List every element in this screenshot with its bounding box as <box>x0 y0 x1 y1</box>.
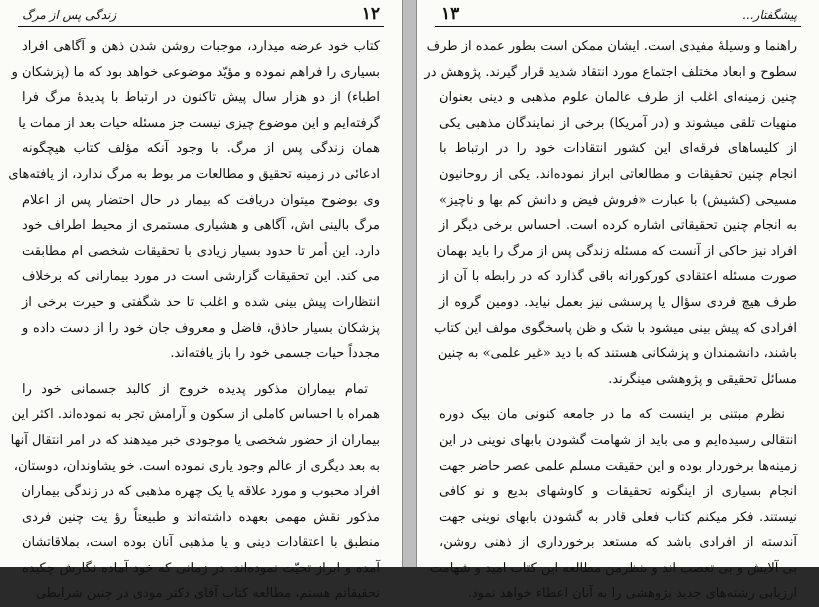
paragraph-gap <box>439 392 797 402</box>
text-line: افراد محبوب و مورد علاقه یا یک چهره مذهبی که در زندگی بیماران <box>21 484 380 500</box>
text-line: مذکور نقش مهمی بعهده داشته‌اند و طبیعتاً رؤ یت چنین فردی <box>22 509 380 525</box>
text-line: منطبق با اعتقادات دینی و یا مذهبی آنان بوده است، بملاقاتشان <box>22 535 380 551</box>
text-line: مجدداً حیات جسمی خود را باز یافته‌اند. <box>170 346 380 362</box>
text-line: کتاب خود عرضه میدارد، موجبات روشن شدن ذهن و آگاهی افراد <box>22 39 380 54</box>
text-line: مسائل تحقیقی و پژوهشی مینگرند. <box>608 371 797 387</box>
text-line: آندسته از افرادی باشد که مستعد برخورداری از ذهنی روشن، <box>439 535 797 551</box>
text-line: ادعائی در زمینه تحقیق و مطالعات مر بوط به مرگ ندارد، از یافته‌های <box>8 166 380 182</box>
text-line: همان زندگی پس از مرگ. با وجود آنکه مؤلف کتاب هیچگونه <box>22 141 380 157</box>
text-line: می کند. این تحقیقات گزارشی است در مورد بیمارانی که برخلاف <box>22 269 380 285</box>
text-line: راهنما و وسیلهٔ مفیدی است. ایشان ممکن است بطور عمده از طرف <box>426 39 797 54</box>
text-line: طرف هیچ فردی سؤال یا پرسشی نیز بعمل نیاید. دومین گروه از <box>439 294 797 310</box>
text-line: بی آلایش و بی تعصب اند و بنظرمن مطالعه این کتاب امید و شهامت <box>429 560 797 576</box>
text-line: انجام چنین تحقیقات و مطالعاتی ابراز نموده‌اند. یکی از روحانیون <box>439 166 797 182</box>
paragraph <box>10 377 380 607</box>
paragraph-gap <box>22 367 380 377</box>
paragraph <box>424 34 797 392</box>
text-line: زمینه‌ها برخوردار بوده و این حقیقت مسلم علمی عصر حاضر جهت <box>439 458 797 474</box>
paragraph <box>8 34 380 367</box>
text-line: افراد نیز حاکی از آنست که مسئله زندگی پس از مرگ را باید بهمان <box>436 243 797 259</box>
text-line: به انجام چنین تحقیقاتی اشاره کرده است. احساس برخی دیگر از <box>439 218 797 234</box>
text-line: تحقیقاتم هستم، مطالعه کتاب آقای دکتر مودی در چنین شرایطی <box>35 586 380 602</box>
text-line: پزشکان بسیار حاذق، فاضل و معروف جان خود را از دست داده و <box>22 320 380 336</box>
text-line: چنین زمینه‌ای اغلب از طرف عالمان علوم مذهبی و دینی بعنوان <box>439 90 797 106</box>
text-line: نظرم مبتنی بر اینست که ما در جامعه کنونی مان بیک دوره <box>439 407 785 423</box>
text-line: منهیات تلقی میشوند و (در آمریکا) برخی از نمایندگان مذهبی یکی <box>439 115 797 131</box>
text-line: از کلیساهای فرقه‌ای این کشور انتقادات خود را در ارتباط با <box>439 141 797 157</box>
text-line: وی بوضوح میتوان دریافت که بیمار در حال احتضار پس از اعلام <box>22 192 380 208</box>
right-page-body <box>424 34 797 602</box>
left-page-number: ۱۲ <box>361 4 380 24</box>
left-page-body <box>8 34 380 602</box>
text-line: انجام بسیاری از اینگونه تحقیقات و کاوشهای بدیع و نو کافی <box>439 484 797 500</box>
book-gutter <box>402 0 417 567</box>
text-line: سطوح و ابعاد مختلف اجتماع مورد انتقاد شدید قرار گیرند. پژوهش در <box>424 64 797 80</box>
text-line: انتقالی رسیده‌ایم و می باید از شهامت گشودن بابهای نوینی در این <box>439 432 797 448</box>
left-page <box>0 0 402 602</box>
right-page-number: ۱۳ <box>441 4 460 24</box>
text-line: آمده و ابراز تحیّت نموده‌اند. در زمانی که خود آماده نگارش چکیده <box>22 560 380 576</box>
right-page <box>417 0 819 602</box>
text-line: مسیحی (کشیش) با عبارت «فروش فیض و دانش کم بها و ناچیز» <box>439 192 797 208</box>
text-line: بسیاری را فراهم نموده و مؤیّد موضوعی خواهد بود که ما (پزشکان و <box>11 64 380 80</box>
text-line: اطباء) از دو هزار سال پیش تاکنون در ارتباط با پدیدهٔ مرگ فرا <box>22 90 380 106</box>
text-line: تمام بیماران مذکور پدیده خروج از کالبد جسمانی خود را <box>22 381 368 397</box>
text-line: بیماران از حضور شخصی یا موجودی خبر میدهند که در امر انتقال آنها <box>10 432 380 448</box>
text-line: همراه با احساس کاملی از سکون و آرامش تجر به نموده‌اند. اکثر این <box>11 407 380 423</box>
text-line: به بعد دیگری از عالم وجود یاری نموده است. خو یشاوندان، دوستان، <box>13 458 380 474</box>
text-line: صورت مسئله اعتقادی کورکورانه باقی گذارد که در رابطه با آن از <box>439 269 797 285</box>
text-line: مرگ بالینی اش، آگاهی و هشیاری مستمری از محیط اطراف خود <box>22 218 380 234</box>
text-line: گرفته‌ایم و این موضوع چیزی نیست جز مسئله حیات بعد از ممات یا <box>18 115 380 131</box>
text-line: انتظارات پیش بینی شده و اغلب تا حد شگفتی و حیرت برخی از <box>22 294 380 310</box>
right-running-title: پیشگفتار... <box>742 8 797 22</box>
text-line: نیستند. فکر میکنم کتاب فعلی قادر به گشودن بابهای نوینی جهت <box>439 509 797 525</box>
text-line: ارزیابی رشته‌های جدید پژوهشی را به آنان اعطاء خواهد نمود. <box>467 586 797 602</box>
left-running-title: زندگی پس از مرگ <box>22 8 117 22</box>
right-page-header <box>435 4 801 27</box>
text-line: باشند، دانشمندان و پزشکانی هستند که با دید «غیر علمی» به چنین <box>437 346 797 362</box>
text-line: افرادی که پیش بینی میشود با شک و ظن پاسخگوی مولف این کتاب <box>434 320 797 336</box>
paragraph <box>429 402 797 607</box>
left-page-header <box>18 4 384 27</box>
text-line: دارد. این أمر تا حدود بسیار زیادی با تحقیقات شخصی ام مطابقت <box>22 243 380 259</box>
